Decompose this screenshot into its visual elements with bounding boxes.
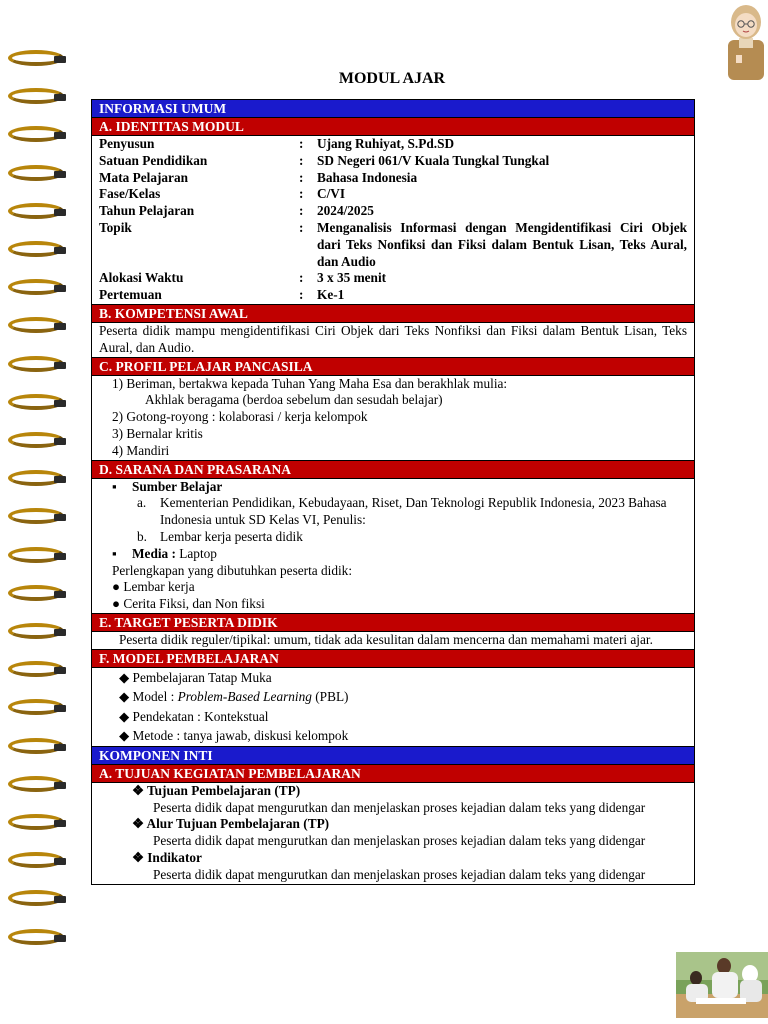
identitas-separator: : — [299, 186, 304, 202]
binder-ring-icon — [6, 736, 70, 758]
identitas-row — [99, 203, 687, 220]
identitas-row — [99, 153, 687, 170]
tujuan-text: Peserta didik dapat mengurutkan dan menjelaskan proses kejadian dalam teks yang didengar — [153, 866, 646, 882]
binder-ring-icon — [6, 812, 70, 834]
identitas-key: Penyusun — [99, 136, 155, 151]
binder-ring-icon — [6, 239, 70, 261]
identitas-separator: : — [299, 136, 304, 151]
section-target-peserta: E. TARGET PESERTA DIDIK — [92, 614, 694, 632]
section-kompetensi-awal: B. KOMPETENSI AWAL — [92, 305, 694, 323]
profil-block — [92, 376, 694, 461]
identitas-value: Menganalisis Informasi dengan Mengidentifikasi Ciri Objek dari Teks Nonfiksi dan Fiksi dalam Bentuk Lisan, Teks Aural, dan Audio — [317, 219, 687, 269]
identitas-separator: : — [299, 152, 304, 168]
perlengkapan-item-1: ● Lembar kerja — [112, 579, 195, 595]
identitas-row — [99, 186, 687, 203]
tujuan-block — [92, 783, 694, 884]
binder-ring-icon — [6, 888, 70, 910]
binder-ring-icon — [6, 621, 70, 643]
identitas-value: Bahasa Indonesia — [317, 169, 418, 185]
media-value: Laptop — [175, 545, 217, 561]
document-title: MODUL AJAR — [338, 70, 446, 87]
students-photo-icon — [676, 952, 768, 1018]
sumber-a-text: Kementerian Pendidikan, Kebudayaan, Riset, Dan Teknologi Republik Indonesia, 2023 Bahasa Indonesia untuk SD Kelas VI, Penulis: — [160, 495, 667, 528]
profil-item-3: 3) Bernalar kritis — [112, 425, 203, 441]
model-item-2-prefix: ◆ Model : — [119, 689, 178, 705]
model-item-2 — [119, 687, 687, 707]
sumber-a-row — [99, 495, 687, 529]
binder-ring-icon — [6, 201, 70, 223]
identitas-table — [99, 136, 687, 304]
identitas-value: Ujang Ruhiyat, S.Pd.SD — [317, 136, 455, 151]
binder-ring-icon — [6, 927, 70, 949]
binder-ring-icon — [6, 354, 70, 376]
model-item-4: ◆ Metode : tanya jawab, diskusi kelompok — [119, 728, 349, 744]
media-row — [99, 546, 687, 563]
bullet-icon: ▪ — [112, 478, 117, 494]
section-model-pembelajaran: F. MODEL PEMBELAJARAN — [92, 650, 694, 668]
identitas-key: Pertemuan — [99, 287, 162, 303]
binder-ring-icon — [6, 583, 70, 605]
identitas-row — [99, 287, 687, 304]
binder-ring-icon — [6, 430, 70, 452]
binder-ring-icon — [6, 545, 70, 567]
identitas-key: Tahun Pelajaran — [99, 203, 195, 219]
binder-ring-icon — [6, 86, 70, 108]
identitas-separator: : — [299, 169, 304, 185]
identitas-value: C/VI — [317, 186, 346, 202]
identitas-value: SD Negeri 061/V Kuala Tungkal Tungkal — [317, 152, 550, 168]
binder-ring-icon — [6, 277, 70, 299]
module-table — [91, 99, 695, 885]
teacher-illustration — [722, 0, 768, 80]
model-item-3: ◆ Pendekatan : Kontekstual — [119, 708, 269, 724]
binder-ring-icon — [6, 163, 70, 185]
sumber-a-marker: a. — [137, 495, 147, 511]
teacher-icon — [722, 0, 768, 80]
tujuan-text: Peserta didik dapat mengurutkan dan menjelaskan proses kejadian dalam teks yang didengar — [153, 833, 646, 849]
identitas-key: Satuan Pendidikan — [99, 152, 208, 168]
identitas-row — [99, 220, 687, 270]
binder-ring-icon — [6, 48, 70, 70]
sumber-belajar-label: Sumber Belajar — [132, 478, 223, 494]
binder-ring-icon — [6, 315, 70, 337]
model-item-2-italic: Problem-Based Learning — [177, 689, 312, 705]
model-item-1: ◆ Pembelajaran Tatap Muka — [119, 669, 272, 685]
identitas-separator: : — [299, 270, 304, 286]
sumber-belajar-row — [99, 479, 687, 496]
identitas-separator: : — [299, 287, 304, 303]
identitas-value: Ke-1 — [317, 287, 345, 303]
identitas-key: Alokasi Waktu — [99, 270, 184, 286]
binder-ring-icon — [6, 850, 70, 872]
media-label: Media : — [132, 545, 176, 561]
tujuan-label: ❖ Tujuan Pembelajaran (TP) — [132, 782, 301, 798]
profil-item-1: 1) Beriman, bertakwa kepada Tuhan Yang Maha Esa dan berakhlak mulia: — [112, 375, 508, 391]
target-text: Peserta didik reguler/tipikal: umum, tidak ada kesulitan dalam mencerna dan memahami materi ajar. — [92, 632, 694, 650]
section-informasi-umum: INFORMASI UMUM — [92, 100, 694, 118]
profil-item-2: 2) Gotong-royong : kolaborasi / kerja kelompok — [112, 409, 368, 425]
perlengkapan-item-2: ● Cerita Fiksi, dan Non fiksi — [112, 596, 265, 612]
sumber-b-text: Lembar kerja peserta didik — [160, 528, 303, 544]
binder-ring-icon — [6, 506, 70, 528]
tujuan-label: ❖ Indikator — [132, 849, 202, 865]
section-sarana-prasarana: D. SARANA DAN PRASARANA — [92, 461, 694, 479]
identitas-key: Mata Pelajaran — [99, 169, 188, 185]
perlengkapan-label: Perlengkapan yang dibutuhkan peserta didik: — [112, 562, 353, 578]
section-identitas-modul: A. IDENTITAS MODUL — [92, 118, 694, 136]
students-photo — [676, 952, 768, 1018]
section-profil-pelajar: C. PROFIL PELAJAR PANCASILA — [92, 358, 694, 376]
identitas-key: Topik — [99, 219, 132, 235]
binder-ring-icon — [6, 468, 70, 490]
profil-item-1-sub: Akhlak beragama (berdoa sebelum dan sesudah belajar) — [145, 392, 443, 408]
binder-ring-icon — [6, 659, 70, 681]
sarana-block — [92, 479, 694, 614]
identitas-row — [99, 270, 687, 287]
identitas-key: Fase/Kelas — [99, 186, 161, 202]
binder-ring-icon — [6, 124, 70, 146]
binder-ring-icon — [6, 697, 70, 719]
sumber-b-row — [99, 529, 687, 546]
bullet-icon: ▪ — [112, 545, 117, 561]
identitas-row — [99, 170, 687, 187]
binder-ring-icon — [6, 392, 70, 414]
tujuan-text: Peserta didik dapat mengurutkan dan menjelaskan proses kejadian dalam teks yang didengar — [153, 799, 646, 815]
identitas-row — [99, 136, 687, 153]
identitas-value: 3 x 35 menit — [317, 270, 387, 286]
binder-ring-icon — [6, 774, 70, 796]
tujuan-label: ❖ Alur Tujuan Pembelajaran (TP) — [132, 816, 330, 832]
sumber-b-marker: b. — [137, 528, 147, 544]
model-block — [92, 668, 694, 747]
identitas-separator: : — [299, 203, 304, 219]
identitas-value: 2024/2025 — [317, 203, 374, 219]
section-komponen-inti: KOMPONEN INTI — [92, 747, 694, 765]
model-item-2-suffix: (PBL) — [311, 689, 349, 705]
profil-item-4: 4) Mandiri — [112, 442, 170, 458]
identitas-separator: : — [299, 219, 304, 235]
kompetensi-text: Peserta didik mampu mengidentifikasi Ciri Objek dari Teks Nonfiksi dan Fiksi dalam Bentuk Lisan, Teks Aural, dan Audio. — [92, 323, 694, 358]
section-tujuan-kegiatan: A. TUJUAN KEGIATAN PEMBELAJARAN — [92, 765, 694, 783]
identitas-block — [92, 136, 694, 305]
